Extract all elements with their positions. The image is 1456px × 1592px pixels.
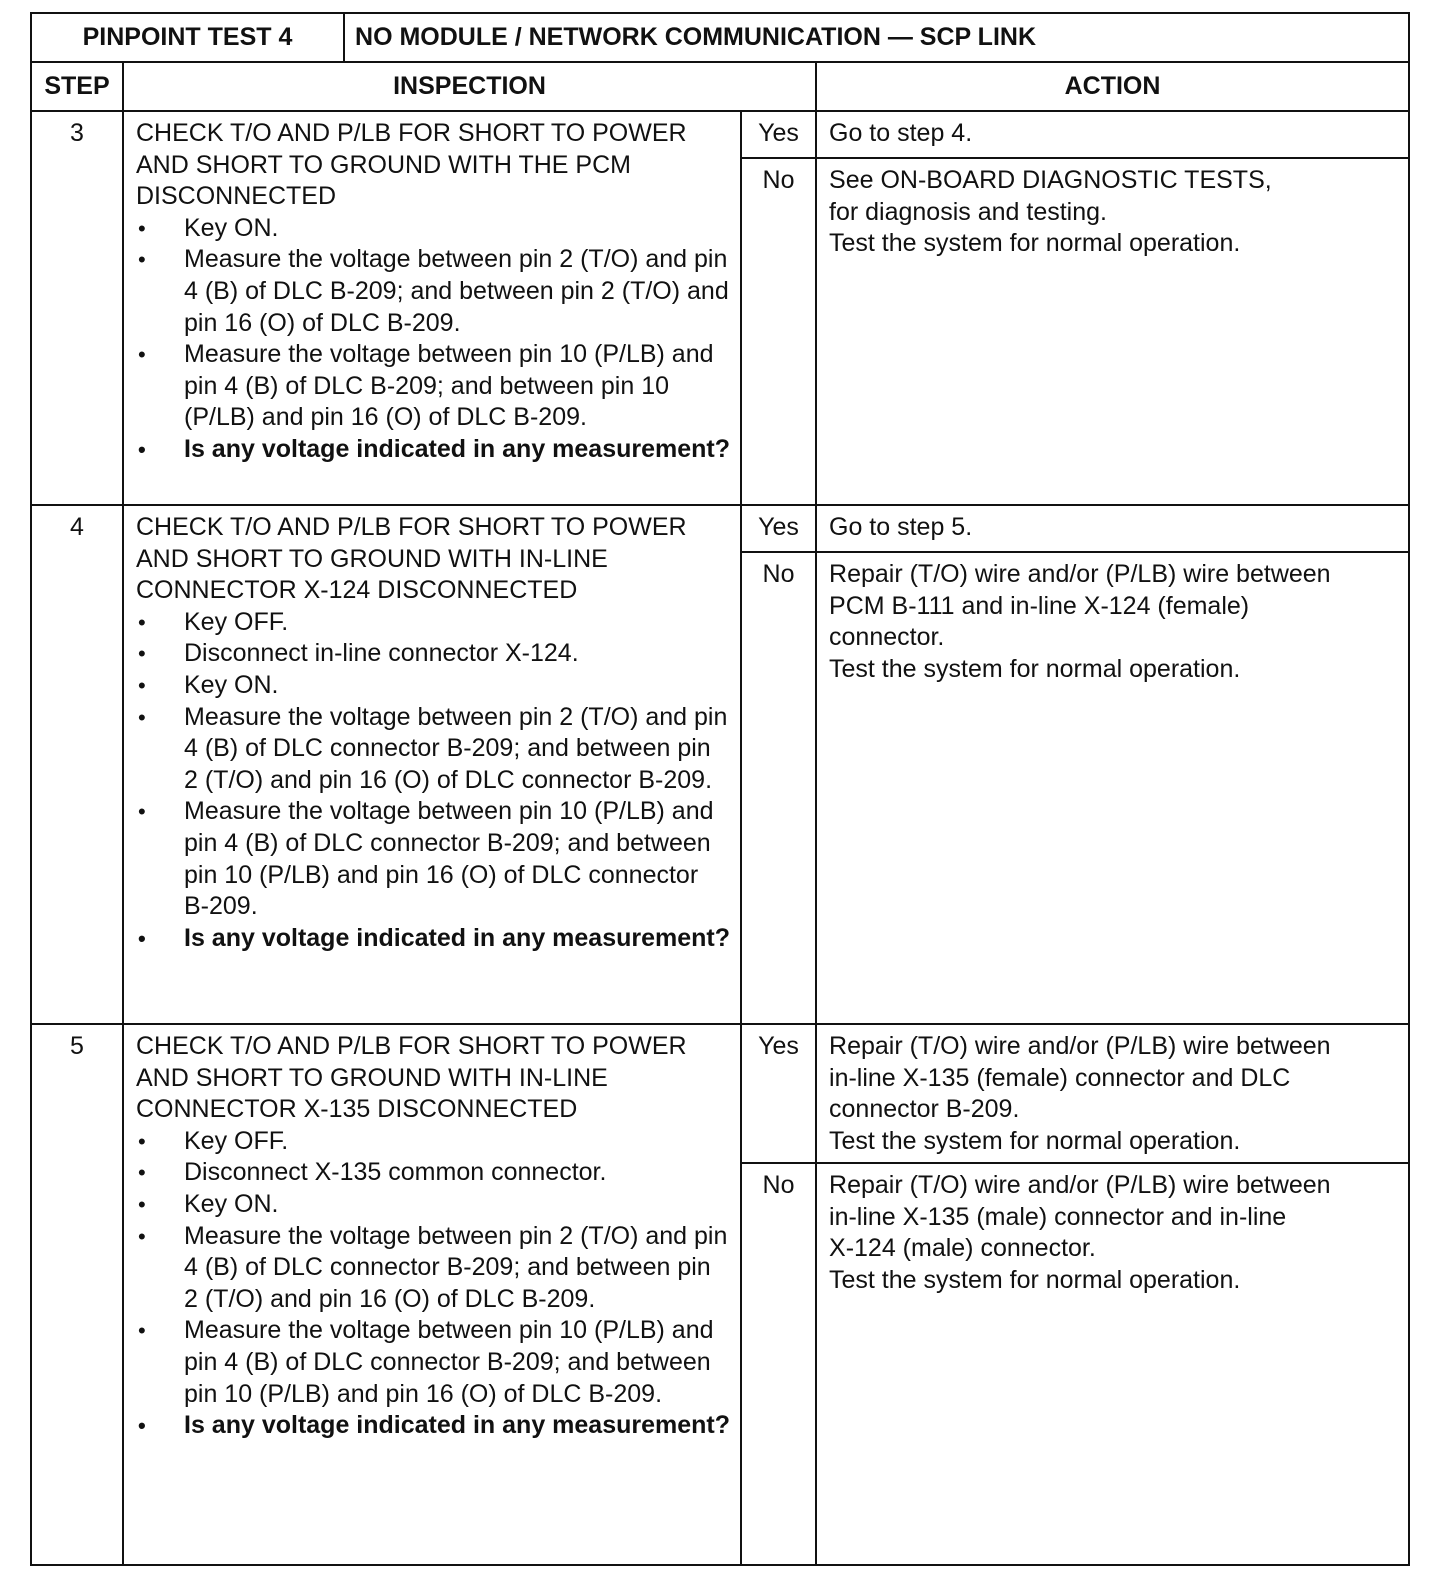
- step-row: [31, 505, 1409, 552]
- inspection-title-line: AND SHORT TO GROUND WITH THE PCM: [136, 150, 631, 179]
- action-line: Go to step 4.: [829, 119, 973, 147]
- inspection-cell: [123, 1024, 741, 1565]
- inspection-step-item: • Key ON.: [136, 670, 730, 702]
- step-number: 5: [31, 1024, 123, 1565]
- inspection-question: • Is any voltage indicated in any measurement?: [136, 1410, 730, 1442]
- inspection-steps-list: [136, 1126, 730, 1442]
- yes-label: Yes: [741, 111, 816, 158]
- inspection-cell: [123, 111, 741, 505]
- inspection-title-line: CHECK T/O AND P/LB FOR SHORT TO POWER: [136, 119, 687, 147]
- inspection-step-item: • Measure the voltage between pin 2 (T/O) and pin 4 (B) of DLC connector B-209; and between pin 2 (T/O) and pin 16 (O) of DLC B-209.: [136, 1221, 730, 1316]
- inspection-step-item: • Measure the voltage between pin 2 (T/O) and pin 4 (B) of DLC connector B-209; and between pin 2 (T/O) and pin 16 (O) of DLC connector B-209.: [136, 702, 730, 797]
- action-line: for diagnosis and testing.: [829, 197, 1107, 226]
- inspection-step-item: • Measure the voltage between pin 10 (P/LB) and pin 4 (B) of DLC connector B-209; and between pin 10 (P/LB) and pin 16 (O) of DLC connector B-209.: [136, 796, 730, 922]
- step-number: 3: [31, 111, 123, 505]
- action-line: See ON-BOARD DIAGNOSTIC TESTS,: [829, 166, 1272, 194]
- step-number: 4: [31, 505, 123, 1024]
- action-line: PCM B-111 and in-line X-124 (female): [829, 591, 1250, 620]
- inspection-title-line: CONNECTOR X-135 DISCONNECTED: [136, 1095, 578, 1124]
- inspection-step-item: • Measure the voltage between pin 10 (P/LB) and pin 4 (B) of DLC connector B-209; and between pin 10 (P/LB) and pin 16 (O) of DLC B-209.: [136, 1315, 730, 1410]
- steps-body: [31, 111, 1409, 1565]
- inspection-title-line: CHECK T/O AND P/LB FOR SHORT TO POWER: [136, 1032, 687, 1060]
- action-line: connector B-209.: [829, 1095, 1020, 1124]
- inspection-title-line: CONNECTOR X-124 DISCONNECTED: [136, 576, 578, 605]
- inspection-title-line: AND SHORT TO GROUND WITH IN-LINE: [136, 544, 608, 573]
- yes-label: Yes: [741, 505, 816, 552]
- action-line: Test the system for normal operation.: [829, 1126, 1241, 1155]
- yes-action: [816, 111, 1409, 158]
- step-column-header: STEP: [31, 62, 123, 111]
- pinpoint-test-page: [30, 12, 1408, 1566]
- no-action: [816, 158, 1409, 505]
- action-line: Test the system for normal operation.: [829, 1265, 1241, 1294]
- inspection-step-item: • Key ON.: [136, 1189, 730, 1221]
- step-row: [31, 111, 1409, 158]
- inspection-title-line: AND SHORT TO GROUND WITH IN-LINE: [136, 1063, 608, 1092]
- action-line: Test the system for normal operation.: [829, 229, 1241, 258]
- yes-action: [816, 505, 1409, 552]
- step-row: [31, 1024, 1409, 1163]
- inspection-title: [136, 118, 730, 213]
- pinpoint-test-table: [30, 12, 1410, 1566]
- test-label: PINPOINT TEST 4: [31, 13, 344, 62]
- action-line: Repair (T/O) wire and/or (P/LB) wire between: [829, 1032, 1331, 1060]
- action-line: Go to step 5.: [829, 513, 973, 541]
- no-action: [816, 552, 1409, 1024]
- inspection-step-item: • Key OFF.: [136, 1126, 730, 1158]
- inspection-question: • Is any voltage indicated in any measurement?: [136, 923, 730, 955]
- action-column-header: ACTION: [816, 62, 1409, 111]
- action-line: connector.: [829, 623, 945, 652]
- no-action: [816, 1163, 1409, 1565]
- title-row: [31, 13, 1409, 62]
- inspection-title-line: DISCONNECTED: [136, 182, 337, 211]
- action-line: in-line X-135 (male) connector and in-line: [829, 1202, 1287, 1231]
- yes-label: Yes: [741, 1024, 816, 1163]
- no-label: No: [741, 1163, 816, 1565]
- no-label: No: [741, 158, 816, 505]
- yes-action: [816, 1024, 1409, 1163]
- inspection-step-item: • Disconnect X-135 common connector.: [136, 1157, 730, 1189]
- inspection-steps-list: [136, 607, 730, 955]
- inspection-title: [136, 1031, 730, 1126]
- no-label: No: [741, 552, 816, 1024]
- inspection-step-item: • Measure the voltage between pin 2 (T/O) and pin 4 (B) of DLC B-209; and between pin 2 (T/O) and pin 16 (O) of DLC B-209.: [136, 244, 730, 339]
- action-line: Test the system for normal operation.: [829, 654, 1241, 683]
- column-header-row: [31, 62, 1409, 111]
- inspection-question: • Is any voltage indicated in any measurement?: [136, 434, 730, 466]
- inspection-cell: [123, 505, 741, 1024]
- action-line: Repair (T/O) wire and/or (P/LB) wire between: [829, 1171, 1331, 1199]
- inspection-column-header: INSPECTION: [123, 62, 816, 111]
- inspection-step-item: • Measure the voltage between pin 10 (P/LB) and pin 4 (B) of DLC B-209; and between pin 10 (P/LB) and pin 16 (O) of DLC B-209.: [136, 339, 730, 434]
- inspection-steps-list: [136, 213, 730, 466]
- action-line: X-124 (male) connector.: [829, 1234, 1096, 1263]
- inspection-step-item: • Key OFF.: [136, 607, 730, 639]
- action-line: in-line X-135 (female) connector and DLC: [829, 1063, 1291, 1092]
- inspection-title: [136, 512, 730, 607]
- test-title: NO MODULE / NETWORK COMMUNICATION — SCP LINK: [344, 13, 1409, 62]
- inspection-step-item: • Disconnect in-line connector X-124.: [136, 638, 730, 670]
- inspection-title-line: CHECK T/O AND P/LB FOR SHORT TO POWER: [136, 513, 687, 541]
- inspection-step-item: • Key ON.: [136, 213, 730, 245]
- action-line: Repair (T/O) wire and/or (P/LB) wire between: [829, 560, 1331, 588]
